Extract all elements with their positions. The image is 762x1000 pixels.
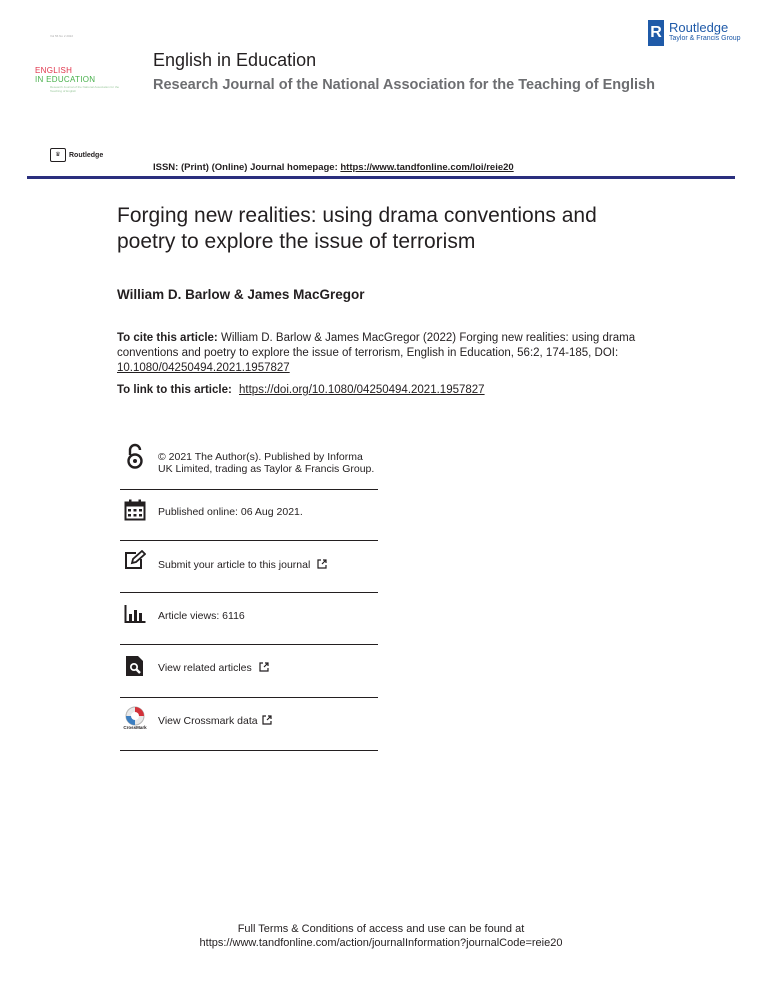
cite-text: William D. Barlow & James MacGregor (2022) Forging new realities: using drama conventions and poetry to explore the issue of terrorism, English in Education, 56:2, 174-185, DOI: (117, 332, 636, 359)
views-row (120, 593, 378, 645)
crossmark-icon (120, 706, 150, 730)
submit-article-link[interactable] (150, 559, 327, 572)
footer-terms-url[interactable]: https://www.tandfonline.com/action/journalInformation?journalCode=reie20 (199, 937, 563, 949)
article-doi-url-link[interactable]: https://doi.org/10.1080/04250494.2021.1957827 (239, 384, 485, 396)
open-access-icon (120, 443, 150, 469)
doi-link[interactable]: 10.1080/04250494.2021.1957827 (117, 362, 290, 374)
cover-title-in-education: IN EDUCATION (35, 75, 96, 84)
crossmark-label: View Crossmark data (158, 715, 258, 727)
article-title: Forging new realities: using drama conventions and poetry to explore the issue of terrorism (117, 204, 597, 253)
related-articles-icon (120, 655, 150, 677)
routledge-r-icon: R (648, 20, 664, 46)
crossmark-row[interactable] (120, 698, 378, 751)
cite-label: To cite this article: (117, 332, 218, 344)
related-row[interactable] (120, 645, 378, 698)
issn-line (153, 162, 514, 173)
routledge-small-mark-icon: ♛ (50, 148, 66, 162)
submit-row[interactable] (120, 541, 378, 593)
publisher-group: Taylor & Francis Group (669, 35, 741, 42)
publisher-name: Routledge (669, 20, 729, 35)
link-label: To link to this article: (117, 384, 232, 396)
header-rule (27, 176, 735, 179)
crossmark-badge-text: CrossMark (123, 725, 147, 730)
journal-title: English in Education (153, 50, 317, 70)
submit-article-label: Submit your article to this journal (158, 559, 311, 571)
external-link-icon (262, 715, 272, 728)
cover-issue-text: Vol 56 No 2 2022 (50, 34, 74, 38)
calendar-icon (120, 499, 150, 521)
related-articles-link[interactable] (150, 662, 269, 675)
edit-icon (120, 550, 150, 570)
citation-block (117, 331, 637, 376)
cover-subtitle: Research Journal of the National Association for the Teaching of English (50, 85, 120, 93)
footer-terms-text: Full Terms & Conditions of access and use can be found at (237, 923, 525, 935)
license-row (120, 443, 378, 490)
small-logo-text: Routledge (69, 151, 104, 159)
journal-homepage-link[interactable]: https://www.tandfonline.com/loi/reie20 (340, 162, 514, 173)
published-date: Published online: 06 Aug 2021. (158, 506, 303, 518)
bar-chart-icon (120, 605, 150, 623)
article-info-box (120, 443, 378, 751)
article-views: Article views: 6116 (158, 610, 245, 622)
cover-title-english: ENGLISH (35, 66, 73, 75)
article-authors: William D. Barlow & James MacGregor (117, 287, 365, 302)
published-row (120, 490, 378, 541)
link-line (117, 384, 485, 396)
external-link-icon (259, 662, 269, 675)
external-link-icon (317, 559, 327, 572)
related-articles-label: View related articles (158, 662, 252, 674)
journal-cover-thumbnail (30, 26, 130, 136)
routledge-small-logo (50, 148, 103, 162)
crossmark-link[interactable] (150, 715, 272, 728)
routledge-logo (648, 20, 741, 46)
journal-subtitle: Research Journal of the National Association for the Teaching of English (153, 77, 655, 93)
footer (0, 922, 762, 950)
issn-label: ISSN: (Print) (Online) Journal homepage: (153, 162, 338, 173)
license-text: © 2021 The Author(s). Published by Informa UK Limited, trading as Taylor & Francis Group. (158, 451, 375, 475)
